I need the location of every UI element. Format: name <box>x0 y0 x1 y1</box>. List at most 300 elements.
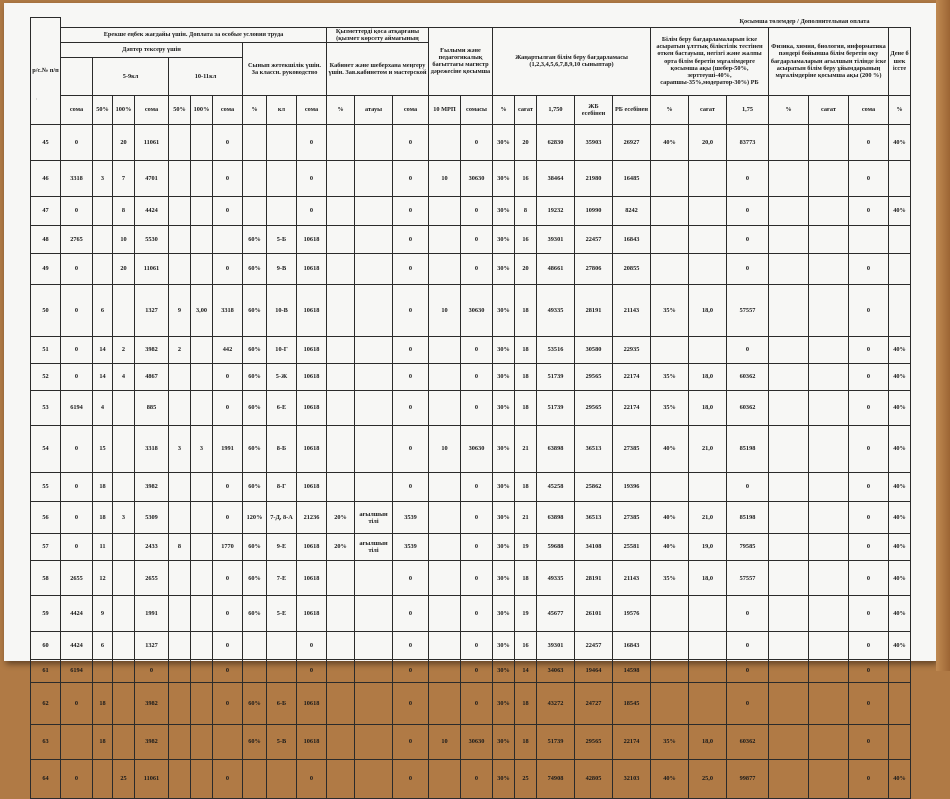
column-unit-header: РБ есебінен <box>613 95 651 124</box>
table-cell: 10-Г <box>267 336 297 363</box>
table-cell: 2433 <box>135 534 169 561</box>
table-cell: 0 <box>61 336 93 363</box>
table-cell <box>93 226 113 254</box>
table-cell: 45258 <box>537 472 575 502</box>
table-cell: 8 <box>515 196 537 226</box>
table-cell: 40% <box>889 534 911 561</box>
table-cell <box>113 534 135 561</box>
table-cell: 60% <box>243 336 267 363</box>
table-cell: 3 <box>93 161 113 196</box>
table-cell: 0 <box>393 124 429 160</box>
table-cell: 0 <box>393 659 429 682</box>
table-cell: 442 <box>213 336 243 363</box>
table-cell: 0 <box>135 659 169 682</box>
table-cell: 40% <box>889 196 911 226</box>
table-cell: 30580 <box>575 336 613 363</box>
table-cell: 0 <box>461 596 493 631</box>
table-row <box>31 596 911 631</box>
row-number: 57 <box>31 534 61 561</box>
table-cell <box>651 254 689 285</box>
table-cell: 42805 <box>575 760 613 799</box>
table-row <box>31 631 911 659</box>
table-cell: 8242 <box>613 196 651 226</box>
table-cell <box>243 161 267 196</box>
table-cell: 10618 <box>297 724 327 759</box>
table-cell: 99877 <box>727 760 769 799</box>
table-cell: 62830 <box>537 124 575 160</box>
table-cell: 0 <box>461 390 493 425</box>
table-row <box>31 760 911 799</box>
table-cell: 0 <box>213 682 243 724</box>
table-cell: 32103 <box>613 760 651 799</box>
row-number: 50 <box>31 284 61 336</box>
table-cell: 4424 <box>61 631 93 659</box>
table-cell <box>191 724 213 759</box>
table-cell: 0 <box>727 682 769 724</box>
table-cell: 35% <box>651 561 689 596</box>
table-cell: 9 <box>93 596 113 631</box>
table-cell <box>769 284 809 336</box>
table-cell: 15 <box>93 426 113 473</box>
table-cell <box>769 363 809 390</box>
margin-mark: ' <box>36 99 37 104</box>
table-cell <box>769 534 809 561</box>
column-unit-header: 1,750 <box>537 95 575 124</box>
table-cell: 0 <box>849 682 889 724</box>
table-cell <box>169 472 191 502</box>
table-cell: 3 <box>113 502 135 534</box>
table-cell: 0 <box>461 682 493 724</box>
table-cell: 3 <box>169 426 191 473</box>
table-cell: 22457 <box>575 226 613 254</box>
table-cell: 0 <box>461 226 493 254</box>
table-cell: 0 <box>461 561 493 596</box>
table-cell: 0 <box>849 724 889 759</box>
table-cell <box>769 426 809 473</box>
table-cell: 21,0 <box>689 426 727 473</box>
table-cell: 0 <box>213 502 243 534</box>
table-cell: 10 <box>429 724 461 759</box>
row-number: 59 <box>31 596 61 631</box>
table-cell <box>113 561 135 596</box>
table-cell: 19,0 <box>689 534 727 561</box>
row-number: 51 <box>31 336 61 363</box>
table-cell <box>327 336 355 363</box>
row-number: 54 <box>31 426 61 473</box>
table-cell <box>355 724 393 759</box>
column-unit-header: атауы <box>355 95 393 124</box>
table-cell: 57557 <box>727 284 769 336</box>
table-cell <box>429 472 461 502</box>
table-cell <box>213 226 243 254</box>
table-cell: 22174 <box>613 390 651 425</box>
table-cell <box>809 631 849 659</box>
table-cell <box>809 596 849 631</box>
table-cell: 22457 <box>575 631 613 659</box>
table-cell <box>191 561 213 596</box>
table-cell: 0 <box>297 161 327 196</box>
table-cell: 10 <box>113 226 135 254</box>
table-cell: 0 <box>849 363 889 390</box>
column-unit-header: сағат <box>689 95 727 124</box>
table-cell: 0 <box>393 631 429 659</box>
table-cell: 36513 <box>575 426 613 473</box>
table-cell <box>689 161 727 196</box>
table-cell: 40% <box>889 363 911 390</box>
table-cell: 19 <box>515 596 537 631</box>
table-cell: 18 <box>515 336 537 363</box>
table-cell <box>191 534 213 561</box>
column-unit-header: сома <box>297 95 327 124</box>
table-cell: 30% <box>493 534 515 561</box>
table-cell: 21980 <box>575 161 613 196</box>
table-cell: 35% <box>651 363 689 390</box>
table-cell <box>113 631 135 659</box>
table-cell: 30% <box>493 426 515 473</box>
table-cell: 0 <box>461 472 493 502</box>
grades-10-11-header: 10-11кл <box>169 57 243 95</box>
table-cell: 0 <box>849 390 889 425</box>
table-cell <box>169 760 191 799</box>
table-cell <box>327 284 355 336</box>
table-cell: 3318 <box>213 284 243 336</box>
table-cell: 0 <box>849 426 889 473</box>
table-cell: 30% <box>493 124 515 160</box>
row-number: 58 <box>31 561 61 596</box>
table-cell: 0 <box>213 596 243 631</box>
table-cell <box>429 682 461 724</box>
table-cell <box>889 284 911 336</box>
table-row <box>31 682 911 724</box>
table-cell: 0 <box>213 472 243 502</box>
table-cell: 22935 <box>613 336 651 363</box>
column-unit-header: % <box>769 95 809 124</box>
table-cell <box>651 631 689 659</box>
table-cell <box>169 124 191 160</box>
table-cell <box>769 502 809 534</box>
table-cell: 30% <box>493 502 515 534</box>
table-cell: 14 <box>93 363 113 390</box>
table-cell <box>809 561 849 596</box>
table-cell: 30% <box>493 226 515 254</box>
table-cell: 10618 <box>297 596 327 631</box>
table-cell: 120% <box>243 502 267 534</box>
column-unit-header: % <box>651 95 689 124</box>
table-cell <box>429 124 461 160</box>
table-cell: 30% <box>493 596 515 631</box>
table-cell: 3318 <box>61 161 93 196</box>
table-cell: 60% <box>243 254 267 285</box>
table-cell: 0 <box>849 161 889 196</box>
table-row <box>31 336 911 363</box>
notebook-check-header: Дәптер тексеру үшін <box>61 42 243 57</box>
table-cell: 16485 <box>613 161 651 196</box>
table-cell: 4701 <box>135 161 169 196</box>
table-row <box>31 472 911 502</box>
table-cell: 0 <box>461 631 493 659</box>
table-cell: 2765 <box>61 226 93 254</box>
table-row <box>31 426 911 473</box>
table-cell: 45677 <box>537 596 575 631</box>
table-cell: 0 <box>297 760 327 799</box>
table-cell <box>113 724 135 759</box>
table-cell: 16843 <box>613 226 651 254</box>
table-cell <box>355 682 393 724</box>
table-cell: 6 <box>93 631 113 659</box>
table-cell <box>327 196 355 226</box>
table-cell: 16 <box>515 161 537 196</box>
table-cell: 0 <box>61 363 93 390</box>
table-cell <box>267 196 297 226</box>
table-cell: 85198 <box>727 502 769 534</box>
table-cell: 0 <box>393 682 429 724</box>
salary-supplement-table <box>30 17 911 799</box>
table-cell <box>169 682 191 724</box>
table-cell: 63898 <box>537 502 575 534</box>
table-cell: 19576 <box>613 596 651 631</box>
table-cell <box>429 534 461 561</box>
table-cell <box>191 196 213 226</box>
column-unit-header: % <box>493 95 515 124</box>
table-cell <box>809 336 849 363</box>
table-cell: 29565 <box>575 390 613 425</box>
table-cell: 2655 <box>61 561 93 596</box>
table-cell: 0 <box>849 472 889 502</box>
table-cell: 30630 <box>461 284 493 336</box>
table-cell: 60% <box>243 724 267 759</box>
table-cell <box>429 561 461 596</box>
table-cell <box>191 363 213 390</box>
table-cell: 0 <box>61 472 93 502</box>
table-cell: 35% <box>651 724 689 759</box>
table-cell <box>113 472 135 502</box>
table-cell: 30% <box>493 682 515 724</box>
table-cell: 5-Е <box>267 596 297 631</box>
qualification-header: Білім беру бағдарламаларын іске асыратын ұлттық біліктілік тестінен өткен бастауыш, негізгі және жалпы орта білім беретін мұғалімдерге қосымша ақы (шебер-50%, зерттеуші-40%, сарапшы-35%,модератор-30%) РБ <box>651 27 769 95</box>
table-cell: 21 <box>515 502 537 534</box>
table-cell: 5-В <box>267 724 297 759</box>
table-cell: 30630 <box>461 161 493 196</box>
table-cell: 40% <box>889 336 911 363</box>
table-cell <box>355 124 393 160</box>
table-cell <box>355 363 393 390</box>
table-cell <box>809 682 849 724</box>
table-cell: ағылшын тілі <box>355 502 393 534</box>
table-cell <box>243 631 267 659</box>
table-cell: 8-Г <box>267 472 297 502</box>
table-cell: 0 <box>393 760 429 799</box>
column-unit-header: сомасы <box>461 95 493 124</box>
table-cell: 60% <box>243 284 267 336</box>
table-cell: 40% <box>889 426 911 473</box>
group-header-row <box>31 27 911 42</box>
table-cell <box>769 472 809 502</box>
table-cell: 30% <box>493 724 515 759</box>
table-cell: 0 <box>213 631 243 659</box>
grades-5-9-header: 5-9кл <box>93 57 169 95</box>
table-cell: 0 <box>393 472 429 502</box>
table-cell: 0 <box>461 196 493 226</box>
table-cell: 20 <box>515 124 537 160</box>
table-cell: 0 <box>393 390 429 425</box>
table-cell <box>191 502 213 534</box>
table-cell: 10618 <box>297 472 327 502</box>
table-cell <box>769 336 809 363</box>
table-cell: 11 <box>93 534 113 561</box>
table-cell: 18,0 <box>689 724 727 759</box>
special-conditions-header: Ерекше еңбек жағдайы үшін. Доплата за особые условия труда <box>61 27 327 42</box>
table-cell: 1991 <box>135 596 169 631</box>
table-cell <box>355 336 393 363</box>
table-cell: 57557 <box>727 561 769 596</box>
table-cell <box>327 363 355 390</box>
table-cell: 25 <box>113 760 135 799</box>
column-unit-header: 100% <box>113 95 135 124</box>
column-unit-header: ЖБ есебінен <box>575 95 613 124</box>
table-cell: 60% <box>243 472 267 502</box>
table-cell <box>169 196 191 226</box>
table-cell: 30% <box>493 336 515 363</box>
column-unit-header: 100% <box>191 95 213 124</box>
table-cell <box>267 161 297 196</box>
table-cell: 60% <box>243 534 267 561</box>
table-row <box>31 363 911 390</box>
table-cell: 10618 <box>297 534 327 561</box>
table-cell: 0 <box>213 390 243 425</box>
table-cell <box>169 724 191 759</box>
table-cell: 3539 <box>393 534 429 561</box>
table-cell: 40% <box>651 426 689 473</box>
table-cell: 6-Е <box>267 390 297 425</box>
table-cell <box>809 760 849 799</box>
updated-program-header: Жаңартылған білім беру бағдарламасы (1,2,3,4,5,6,7,8,9,10 сыныптар) <box>493 27 651 95</box>
table-cell: 30630 <box>461 426 493 473</box>
table-cell: 30% <box>493 631 515 659</box>
table-cell <box>113 596 135 631</box>
row-number: 52 <box>31 363 61 390</box>
table-cell: 25 <box>515 760 537 799</box>
table-cell: 0 <box>213 161 243 196</box>
table-cell: 6194 <box>61 659 93 682</box>
column-unit-header: 1,75 <box>727 95 769 124</box>
table-cell: 59688 <box>537 534 575 561</box>
table-cell: 74908 <box>537 760 575 799</box>
table-cell: 0 <box>849 631 889 659</box>
table-cell: 1991 <box>213 426 243 473</box>
table-cell: 10 <box>429 161 461 196</box>
table-cell: 25581 <box>613 534 651 561</box>
table-cell: 10618 <box>297 226 327 254</box>
table-cell <box>429 336 461 363</box>
table-cell: 30% <box>493 254 515 285</box>
table-cell: 60362 <box>727 363 769 390</box>
table-cell: 30% <box>493 363 515 390</box>
column-unit-header: 50% <box>93 95 113 124</box>
table-cell: 0 <box>461 254 493 285</box>
table-cell <box>809 472 849 502</box>
table-cell <box>769 390 809 425</box>
table-cell <box>113 284 135 336</box>
table-cell: 18 <box>93 724 113 759</box>
table-cell <box>355 426 393 473</box>
table-cell <box>809 724 849 759</box>
table-cell: 11061 <box>135 124 169 160</box>
table-cell: 0 <box>393 596 429 631</box>
table-cell: 21 <box>515 426 537 473</box>
table-cell: 2 <box>113 336 135 363</box>
table-cell <box>355 760 393 799</box>
table-cell: 0 <box>727 596 769 631</box>
table-cell <box>169 390 191 425</box>
row-number: 60 <box>31 631 61 659</box>
table-cell: 12 <box>93 561 113 596</box>
table-cell: 51739 <box>537 363 575 390</box>
table-cell: 18545 <box>613 682 651 724</box>
stem-english-header: Физика, химия, биология, информатика пәндері бойынша білім беретін оқу бағдарламаларын ағылшын тілінде іске асыратын білім беру ұйымдарының мұғалімдеріне қосымша ақы (200 %) <box>769 27 889 95</box>
table-cell <box>327 596 355 631</box>
table-cell: 39301 <box>537 631 575 659</box>
row-number: 47 <box>31 196 61 226</box>
row-number: 61 <box>31 659 61 682</box>
extra-duties-header: Қызметтерді қоса атқарғаны (қызмет көрсету аймағының <box>327 27 429 42</box>
table-cell <box>429 760 461 799</box>
table-cell: 14 <box>515 659 537 682</box>
row-number: 53 <box>31 390 61 425</box>
table-cell <box>327 161 355 196</box>
column-unit-header: сома <box>393 95 429 124</box>
table-cell <box>355 596 393 631</box>
row-number: 49 <box>31 254 61 285</box>
table-cell: 60362 <box>727 724 769 759</box>
table-cell: 0 <box>393 161 429 196</box>
row-number: 62 <box>31 682 61 724</box>
table-cell: 0 <box>727 631 769 659</box>
table-cell <box>327 472 355 502</box>
table-cell <box>267 124 297 160</box>
column-unit-header: сома <box>213 95 243 124</box>
table-cell: 0 <box>213 254 243 285</box>
column-unit-header: % <box>889 95 911 124</box>
table-cell <box>769 196 809 226</box>
table-cell <box>327 390 355 425</box>
table-cell <box>169 596 191 631</box>
column-unit-header: 10 МРП <box>429 95 461 124</box>
table-row <box>31 196 911 226</box>
table-cell <box>243 124 267 160</box>
table-cell <box>769 124 809 160</box>
table-cell <box>689 226 727 254</box>
table-cell: 10990 <box>575 196 613 226</box>
table-cell: 30% <box>493 472 515 502</box>
table-cell: 0 <box>727 254 769 285</box>
table-cell: 0 <box>849 502 889 534</box>
table-cell: 40% <box>889 472 911 502</box>
table-cell: 27385 <box>613 502 651 534</box>
table-cell: 3982 <box>135 682 169 724</box>
table-cell: 0 <box>461 124 493 160</box>
table-cell: 0 <box>727 659 769 682</box>
table-cell <box>809 534 849 561</box>
table-cell: 0 <box>61 284 93 336</box>
table-cell <box>809 124 849 160</box>
table-cell: 24727 <box>575 682 613 724</box>
table-cell: 10618 <box>297 682 327 724</box>
table-cell: 30% <box>493 390 515 425</box>
table-cell: 40% <box>889 124 911 160</box>
table-cell <box>267 760 297 799</box>
table-cell: 7-Е <box>267 561 297 596</box>
table-cell <box>327 760 355 799</box>
